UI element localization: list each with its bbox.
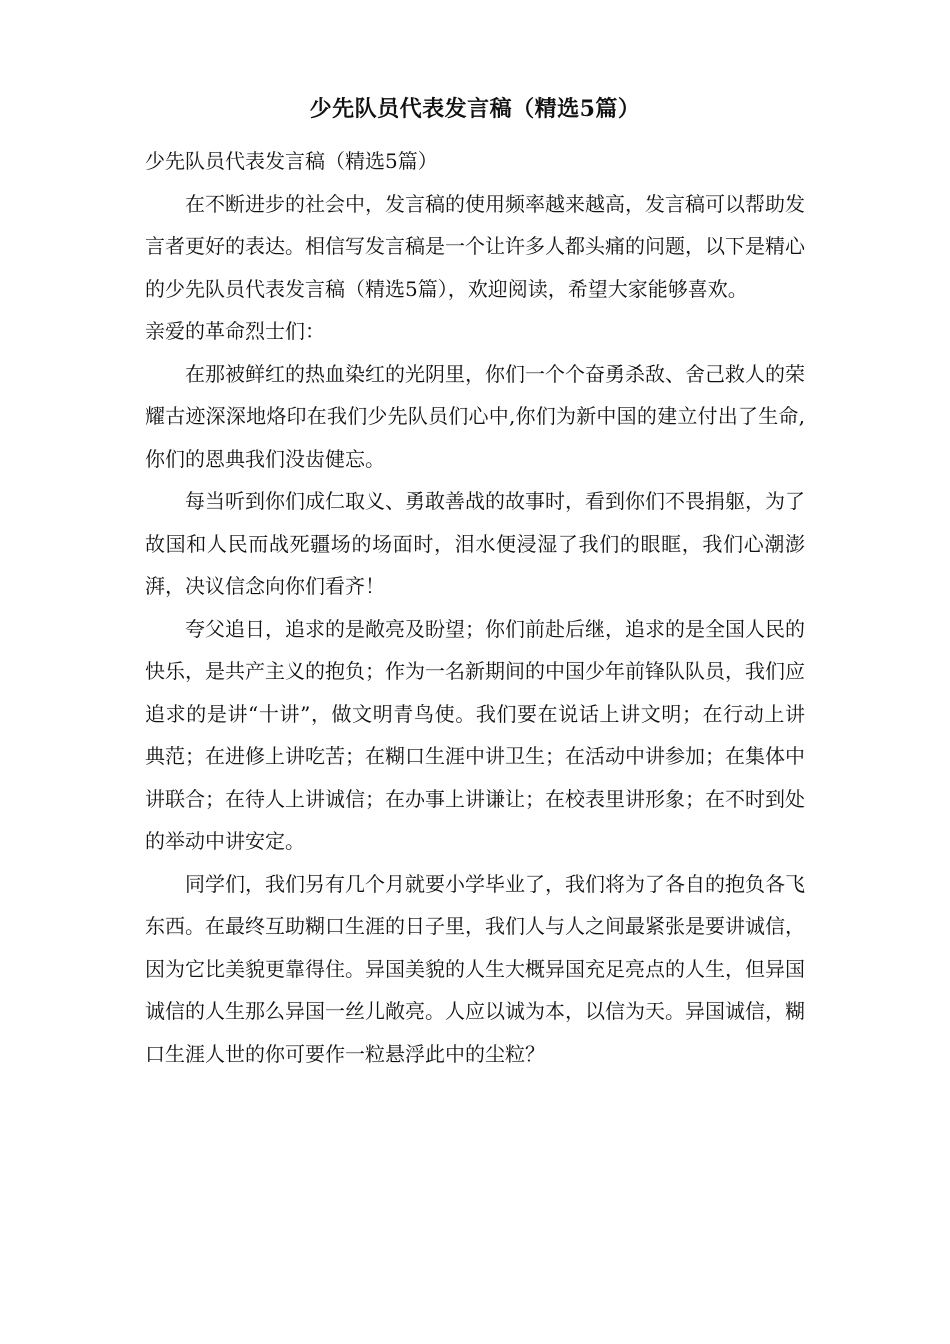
- body-paragraph-3: 夸父追日，追求的是敞亮及盼望；你们前赴后继，追求的是全国人民的快乐，是共产主义的抱负；作为一名新期间的中国少年前锋队队员，我们应追求的是讲“十讲”，做文明青鸟使。我们要在说话上讲文明；在行动上讲典范；在进修上讲吃苦；在糊口生涯中讲卫生；在活动中讲参加；在集体中讲联合；在待人上讲诚信；在办事上讲谦让；在校表里讲形象；在不时到处的举动中讲安定。: [145, 616, 805, 853]
- body-paragraph-1: 在那被鲜红的热血染红的光阴里，你们一个个奋勇杀敌、舍己救人的荣耀古迹深深地烙印在我们少先队员们心中,你们为新中国的建立付出了生命,你们的恩典我们没齿健忘。: [145, 361, 805, 471]
- document-title: 少先队员代表发言稿（精选5篇）: [309, 96, 641, 122]
- document-page: [145, 92, 805, 1075]
- body-paragraph-4: 同学们，我们另有几个月就要小学毕业了，我们将为了各自的抱负各飞东西。在最终互助糊口生涯的日子里，我们人与人之间最紧张是要讲诚信，因为它比美貌更靠得住。异国美貌的人生大概异国充足亮点的人生，但异国诚信的人生那么异国一丝儿敞亮。人应以诚为本，以信为天。异国诚信，糊口生涯人世的你可要作一粒悬浮此中的尘粒？: [145, 871, 805, 1066]
- body-paragraph-2: 每当听到你们成仁取义、勇敢善战的故事时，看到你们不畏捐躯，为了故国和人民而战死疆场的场面时，泪水便浸湿了我们的眼眶，我们心潮澎湃，决议信念向你们看齐！: [145, 489, 805, 598]
- intro-paragraph: 在不断进步的社会中，发言稿的使用频率越来越高，发言稿可以帮助发言者更好的表达。相信写发言稿是一个让许多人都头痛的问题，以下是精心的少先队员代表发言稿（精选5篇），欢迎阅读，希望大家能够喜欢。: [145, 191, 805, 301]
- document-subtitle: 少先队员代表发言稿（精选5篇）: [145, 149, 438, 173]
- salutation: 亲爱的革命烈士们：: [145, 319, 325, 343]
